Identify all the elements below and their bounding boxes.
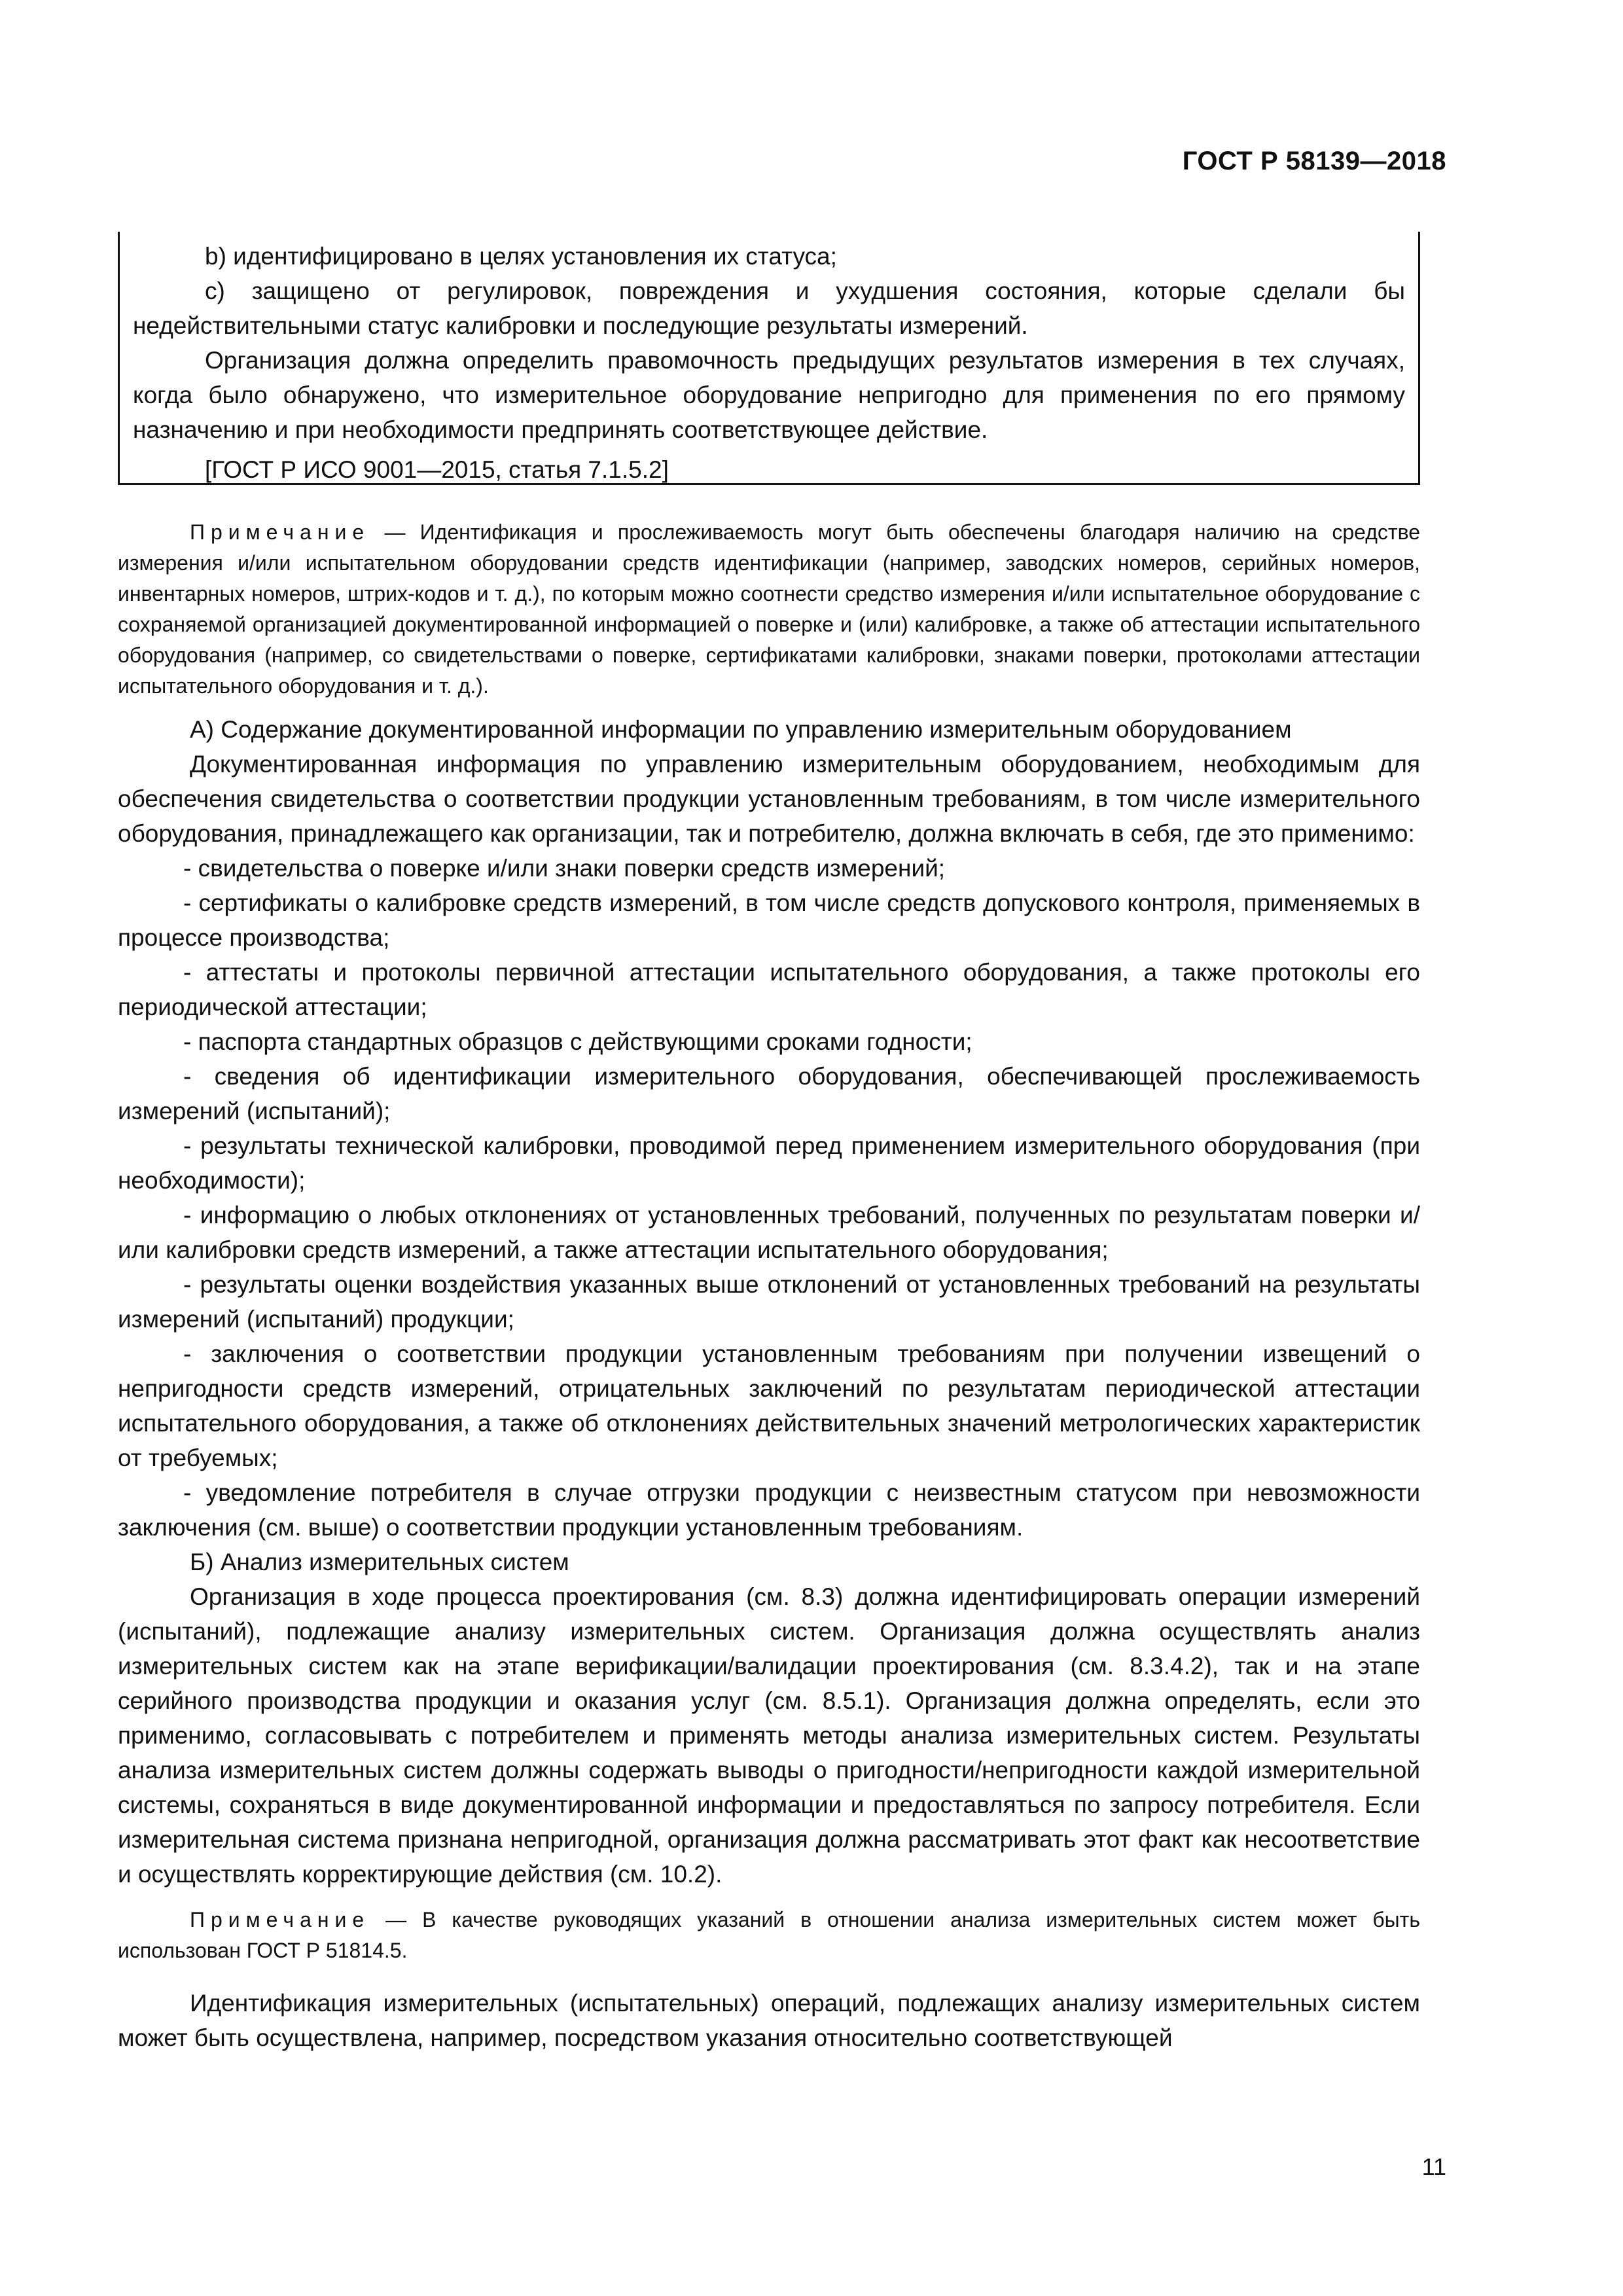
section-a-intro: Документированная информация по управлению измерительным оборудованием, необходимым для обеспечения свидетельства о соответствии продукции установленным требованиям, в том числе измерительного оборудования, принадлежащего как организации, так и потребителю, должна включать в себя, где это применимо: [118, 751, 1420, 847]
note-1 [118, 517, 1420, 702]
list-item: - паспорта стандартных образцов с действующими сроками годности; [183, 1028, 972, 1055]
quote-reference: [ГОСТ Р ИСО 9001—2015, статья 7.1.5.2] [205, 456, 669, 483]
note-1-text: — Идентификация и прослеживаемость могут быть обеспечены благодаря наличию на средстве измерения и/или испытательном оборудовании средств идентификации (например, заводских номеров, серийных номеров, инвентарных номеров, штрих-кодов и т. д.), по которым можно соотнести средство измерения и/или испытательное оборудование с сохраняемой организацией документированной информацией о поверке и (или) калибровке, а также об аттестации испытательного оборудования (например, со свидетельствами о поверке, сертификатами калибровки, знаками поверки, протоколами аттестации испытательного оборудования и т. д.). [118, 520, 1420, 698]
main-content [118, 517, 1420, 2055]
quote-item-b: b) идентифицировано в целях установления их статуса; [205, 243, 837, 270]
note-1-label: Примечание [190, 520, 370, 544]
section-a-heading: А) Содержание документированной информации по управлению измерительным оборудованием [190, 716, 1292, 743]
list-item: - результаты оценки воздействия указанных выше отклонений от установленных требований на результаты измерений (испытаний) продукции; [118, 1271, 1420, 1333]
list-item: - аттестаты и протоколы первичной аттестации испытательного оборудования, а также протоколы его периодической аттестации; [118, 959, 1420, 1020]
note-2-text: — В качестве руководящих указаний в отношении анализа измерительных систем может быть использован ГОСТ Р 51814.5. [118, 1908, 1420, 1962]
list-item: - информацию о любых отклонениях от установленных требований, полученных по результатам поверки и/или калибровки средств измерений, а также аттестации испытательного оборудования; [118, 1202, 1420, 1263]
quoted-standard-box [118, 232, 1420, 485]
list-item: - сведения об идентификации измерительного оборудования, обеспечивающей прослеживаемость измерений (испытаний); [118, 1063, 1420, 1124]
list-item: - результаты технической калибровки, проводимой перед применением измерительного оборудования (при необходимости); [118, 1132, 1420, 1194]
list-item: - свидетельства о поверке и/или знаки поверки средств измерений; [183, 855, 946, 882]
page-number: 11 [1421, 2153, 1446, 2180]
list-item: - уведомление потребителя в случае отгрузки продукции с неизвестным статусом при невозможности заключения (см. выше) о соответствии продукции установленным требованиям. [118, 1479, 1420, 1541]
list-item: - заключения о соответствии продукции установленным требованиям при получении извещений о непригодности средств измерений, отрицательных заключений по результатам периодической аттестации испытательного оборудования, а также об отклонениях действительных значений метрологических характеристик от требуемых; [118, 1340, 1420, 1471]
section-b-paragraph: Организация в ходе процесса проектирования (см. 8.3) должна идентифицировать операции измерений (испытаний), подлежащие анализу измерительных систем. Организация должна осуществлять анализ измерительных систем как на этапе верификации/валидации проектирования (см. 8.3.4.2), так и на этапе серийного производства продукции и оказания услуг (см. 8.5.1). Организация должна определять, если это применимо, согласовывать с потребителем и применять методы анализа измерительных систем. Результаты анализа измерительных систем должны содержать выводы о пригодности/непригодности каждой измерительной системы, сохраняться в виде документированной информации и предоставляться по запросу потребителя. Если измерительная система признана непригодной, организация должна рассматривать этот факт как несоответствие и осуществлять корректирующие действия (см. 10.2). [118, 1583, 1420, 1888]
section-b-heading: Б) Анализ измерительных систем [190, 1549, 569, 1575]
list-item: - сертификаты о калибровке средств измерений, в том числе средств допускового контроля, применяемых в процессе производства; [118, 889, 1420, 951]
closing-paragraph: Идентификация измерительных (испытательных) операций, подлежащих анализу измерительных систем может быть осуществлена, например, посредством указания относительно соответствующей [118, 1990, 1420, 2051]
quote-item-c: c) защищено от регулировок, повреждения и ухудшения состояния, которые сделали бы недействительными статус калибровки и последующие результаты измерений. [133, 278, 1405, 339]
quote-paragraph: Организация должна определить правомочность предыдущих результатов измерения в тех случаях, когда было обнаружено, что измерительное оборудование непригодно для применения по его прямому назначению и при необходимости предпринять соответствующее действие. [133, 347, 1405, 443]
note-2 [118, 1905, 1420, 1966]
note-2-label: Примечание [190, 1908, 370, 1931]
document-header-id: ГОСТ Р 58139—2018 [1182, 147, 1446, 175]
